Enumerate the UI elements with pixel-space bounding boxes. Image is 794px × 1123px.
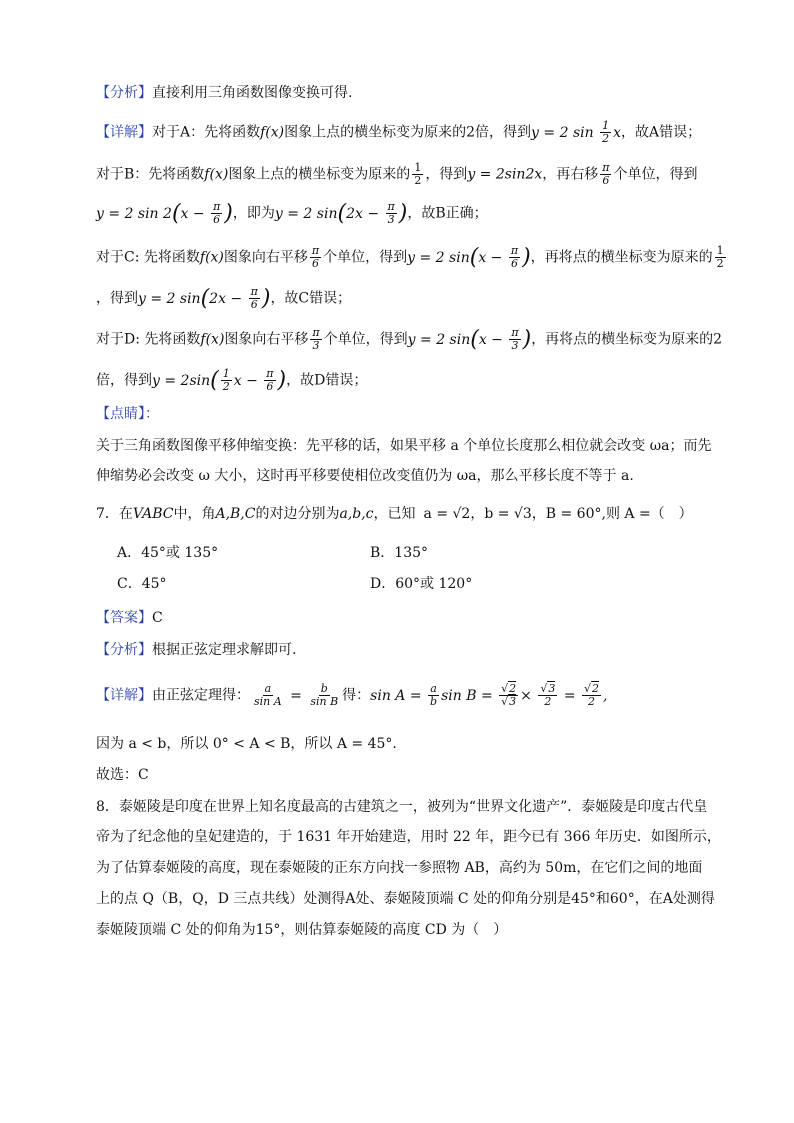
detail-b-mid: 图象上点的横坐标变为原来的 xyxy=(228,166,411,183)
formula-c1: y = 2 sin(x − $\frac{\pi}{6}$ ) xyxy=(407,244,531,270)
question-8-line1: 8．泰姬陵是印度在世界上知名度最高的古建筑之一，被列为“世界文化遗产”．泰姬陵是印度古代皇 xyxy=(96,799,708,815)
formula-a: y = 2 sin $\frac{1}{2}$ x xyxy=(531,119,621,145)
analysis-tag: 【分析】 xyxy=(96,85,152,101)
q7-pre: 7．在 xyxy=(96,506,133,522)
formula-sin-a: sin A = $\frac{a}{b}$ sin B = $\frac{√2}{√3}$ × $\frac{√3}{2}$ = $\frac{√2}{2}$ , xyxy=(370,682,608,708)
detail-a-post: ，故A错误； xyxy=(620,124,702,141)
fraction-pi-3: $\frac{\pi}{3}$ xyxy=(312,326,320,352)
formula-d2: y = 2sin( $\frac{1}{2}$ x − $\frac{\pi}{6}$ ) xyxy=(152,367,287,393)
detail-c-line1 xyxy=(96,245,728,270)
q7-mid: 中，角 xyxy=(173,506,216,522)
detail-7-pre: 由正弦定理得： xyxy=(152,687,250,704)
analysis-text: 直接利用三角函数图像变换可得. xyxy=(152,85,353,101)
comment-tag: 【点睛】： xyxy=(96,406,159,422)
answer-tag: 【答案】 xyxy=(96,610,152,626)
detail-c-pre: 对于C: 先将函数 xyxy=(96,249,200,266)
detail-c-mid: 图象向右平移 xyxy=(223,249,308,266)
detail-d-line2 xyxy=(96,368,367,393)
detail-7-line3: 故选：C xyxy=(96,767,149,783)
q7-sides: a,b,c xyxy=(339,506,374,522)
formula-fx: f(x) xyxy=(260,124,285,141)
option-b: B．135° xyxy=(370,545,429,561)
detail-d2-pre: 倍，得到 xyxy=(96,372,152,389)
q7-mid3: ，已知 xyxy=(373,506,416,522)
detail-d2-post: ，故D错误； xyxy=(286,372,368,389)
question-8-line5: 泰姬陵顶端 C 处的仰角为15°，则估算泰姬陵的高度 CD 为（ ） xyxy=(96,922,508,938)
analysis-7-line xyxy=(96,640,296,660)
detail-b-pre: 对于B：先将函数 xyxy=(96,166,205,183)
detail-b-mid3: ，再右移 xyxy=(542,166,599,183)
detail-7-line xyxy=(96,683,607,708)
detail-7-mid: 得： xyxy=(342,687,371,704)
option-a: A．45°或 135° xyxy=(117,545,219,561)
question-8-line2: 帝为了纪念他的皇妃建造的，于 1631 年开始建造，用时 22 年，距今已有 366 年历史．如图所示， xyxy=(96,829,721,845)
formula-sine-law: $\frac{a}{\text{sin A}}$ = $\frac{b}{\text{sin B}}$ xyxy=(254,682,339,708)
formula-fx: f(x) xyxy=(204,166,229,183)
comment-line1: 关于三角函数图像平移伸缩变换：先平移的话，如果平移 a 个单位长度那么相位就会改变 ωa；而先 xyxy=(96,438,712,454)
q7-mid2: 的对边分别为 xyxy=(255,506,340,522)
q7-angles: A,B,C xyxy=(215,506,256,522)
detail-7-line2: 因为 a < b，所以 0° < A < B，所以 A = 45°. xyxy=(96,736,397,752)
analysis-line xyxy=(96,83,352,103)
answer-line xyxy=(96,608,163,628)
detail-d-mid: 图象向右平移 xyxy=(224,331,309,348)
comment-tag-line xyxy=(96,404,159,424)
option-c: C．45° xyxy=(117,576,167,592)
option-d: D．60°或 120° xyxy=(370,576,473,592)
detail-d-line1 xyxy=(96,327,722,352)
analysis-tag: 【分析】 xyxy=(96,642,152,658)
detail-a-line xyxy=(96,120,701,145)
detail-b-line2 xyxy=(96,201,488,226)
detail-c2-post: ，故C错误； xyxy=(270,290,352,307)
comment-line2: 伸缩势必会改变 ω 大小，这时再平移要使相位改变值仍为 ωa，那么平移长度不等于 a. xyxy=(96,468,634,484)
fraction-half: $\frac{1}{2}$ xyxy=(414,161,422,187)
formula-d1: y = 2 sin(x − $\frac{\pi}{3}$ ) xyxy=(407,326,532,352)
detail-b2-mid: ，即为 xyxy=(232,205,275,222)
fraction-pi-6: $\frac{\pi}{6}$ xyxy=(311,244,320,270)
analysis-text: 根据正弦定理求解即可. xyxy=(152,642,297,658)
question-8-line4: 上的点 Q（B，Q，D 三点共线）处测得A处、泰姬陵顶端 C 处的仰角分别是45°和60°，在A处测得 xyxy=(96,891,715,907)
fraction-pi-6: $\frac{\pi}{6}$ xyxy=(602,161,610,187)
answer-text: C xyxy=(152,610,163,626)
detail-b2-post: ，故B正确； xyxy=(407,205,488,222)
formula-fx: f(x) xyxy=(199,249,224,266)
detail-tag: 【详解】 xyxy=(96,687,152,704)
formula-b2: y = 2 sin 2(x − $\frac{\pi}{6}$ ) xyxy=(96,200,233,226)
detail-b-post: 个单位，得到 xyxy=(613,166,698,183)
detail-tag: 【详解】 xyxy=(96,124,152,141)
detail-d-mid2: 个单位，得到 xyxy=(323,331,408,348)
formula-fx: f(x) xyxy=(200,331,225,348)
detail-a-mid: 图象上点的横坐标变为原来的2倍，得到 xyxy=(284,124,532,141)
formula-c2: y = 2 sin(2x − $\frac{\pi}{6}$ ) xyxy=(138,285,271,311)
detail-d-post: ，再将点的横坐标变为原来的2 xyxy=(531,331,723,348)
detail-c2-pre: ，得到 xyxy=(96,290,138,307)
detail-c-post: ，再将点的横坐标变为原来的 xyxy=(530,249,713,266)
formula-b1: y = 2sin2x xyxy=(467,166,543,183)
fraction-half: $\frac{1}{2}$ xyxy=(716,244,724,270)
detail-b-line1 xyxy=(96,162,697,187)
detail-d-pre: 对于D: 先将函数 xyxy=(96,331,201,348)
question-7-stem xyxy=(96,504,693,524)
q7-condition: a = √2，b = √3，B = 60°,则 A =（ ） xyxy=(423,506,693,522)
formula-b3: y = 2 sin(2x − $\frac{\pi}{3}$ ) xyxy=(274,200,408,226)
detail-c-mid2: 个单位，得到 xyxy=(323,249,408,266)
detail-a-pre: 对于A：先将函数 xyxy=(152,124,261,141)
detail-c-line2 xyxy=(96,286,351,311)
q7-triangle: VABC xyxy=(132,506,174,522)
detail-b-mid2: ，得到 xyxy=(425,166,468,183)
question-8-line3: 为了估算泰姬陵的高度，现在泰姬陵的正东方向找一参照物 AB，高约为 50m，在它们之间的地面 xyxy=(96,860,703,876)
